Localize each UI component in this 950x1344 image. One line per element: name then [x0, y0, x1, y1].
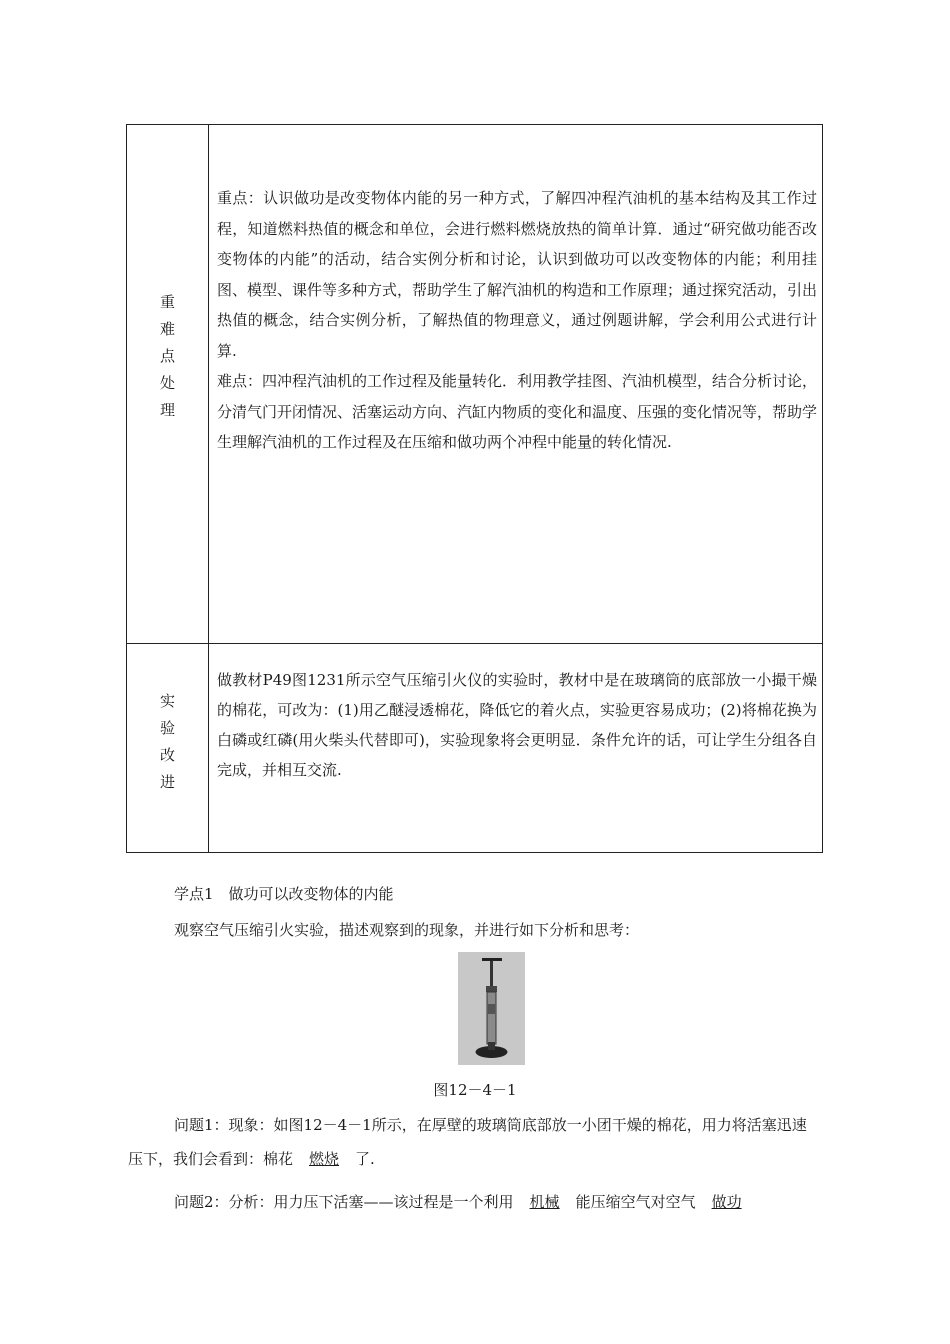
question-2 [128, 1185, 812, 1219]
q2-answer-a: 机械 [529, 1193, 560, 1211]
row1-label-char: 处 [159, 374, 175, 392]
row1-label [127, 289, 208, 424]
row1-content [217, 183, 817, 458]
row2-label [127, 688, 208, 796]
q2-text-b: 能压缩空气对空气 [575, 1193, 696, 1211]
row1-label-char: 理 [159, 401, 175, 419]
section-title: 学点1 做功可以改变物体的内能 [174, 885, 394, 903]
row2-label-char: 改 [159, 746, 175, 764]
row1-label-char: 点 [159, 347, 175, 365]
row2-label-char: 实 [159, 692, 175, 710]
lesson-table [126, 124, 823, 853]
key-point-text: 重点：认识做功是改变物体内能的另一种方式，了解四冲程汽油机的基本结构及其工作过程，知道燃料热值的概念和单位，会进行燃料燃烧放热的简单计算．通过“研究做功能否改变物体的内能”的活动，结合实例分析和讨论，认识到做功可以改变物体的内能；利用挂图、模型、课件等多种方式，帮助学生了解汽油机的构造和工作原理；通过探究活动，引出热值的概念，结合实例分析，了解热值的物理意义，通过例题讲解，学会利用公式进行计算. [217, 189, 818, 360]
q1-text: 问题1：现象：如图12－4－1所示，在厚壁的玻璃筒底部放一小团干燥的棉花，用力将活塞迅速压下，我们会看到：棉花 [128, 1116, 807, 1168]
row1-label-char: 重 [159, 293, 175, 311]
intro-text: 观察空气压缩引火实验，描述观察到的现象，并进行如下分析和思考： [174, 921, 640, 939]
air-compression-apparatus-photo [458, 952, 525, 1065]
q2-text-a: 问题2：分析：用力压下活塞——该过程是一个利用 [174, 1193, 514, 1211]
row2-label-char: 进 [159, 773, 175, 791]
question-1 [128, 1108, 812, 1176]
difficult-point-text: 难点：四冲程汽油机的工作过程及能量转化．利用教学挂图、汽油机模型，结合分析讨论，分清气门开闭情况、活塞运动方向、汽缸内物质的变化和温度、压强的变化情况等，帮助学生理解汽油机的工作过程及在压缩和做功两个冲程中能量的转化情况. [217, 372, 818, 451]
q2-answer-b: 做功 [711, 1193, 742, 1211]
figure-caption: 图12－4－1 [433, 1081, 517, 1099]
row-divider [127, 643, 822, 644]
row2-label-char: 验 [159, 719, 175, 737]
q1-answer: 燃烧 [309, 1150, 340, 1168]
experiment-improvement-text: 做教材P49图1231所示空气压缩引火仪的实验时，教材中是在玻璃筒的底部放一小撮干燥的棉花，可改为：(1)用乙醚浸透棉花，降低它的着火点，实验更容易成功；(2)将棉花换为白磷或红磷(用火柴头代替即可)，实验现象将会更明显．条件允许的话，可让学生分组各自完成，并相互交流. [217, 671, 817, 779]
apparatus-illustration [458, 952, 525, 1065]
column-divider [208, 125, 209, 852]
row2-content [217, 665, 817, 785]
q1-tail: 了. [355, 1150, 375, 1168]
row1-label-char: 难 [159, 320, 175, 338]
